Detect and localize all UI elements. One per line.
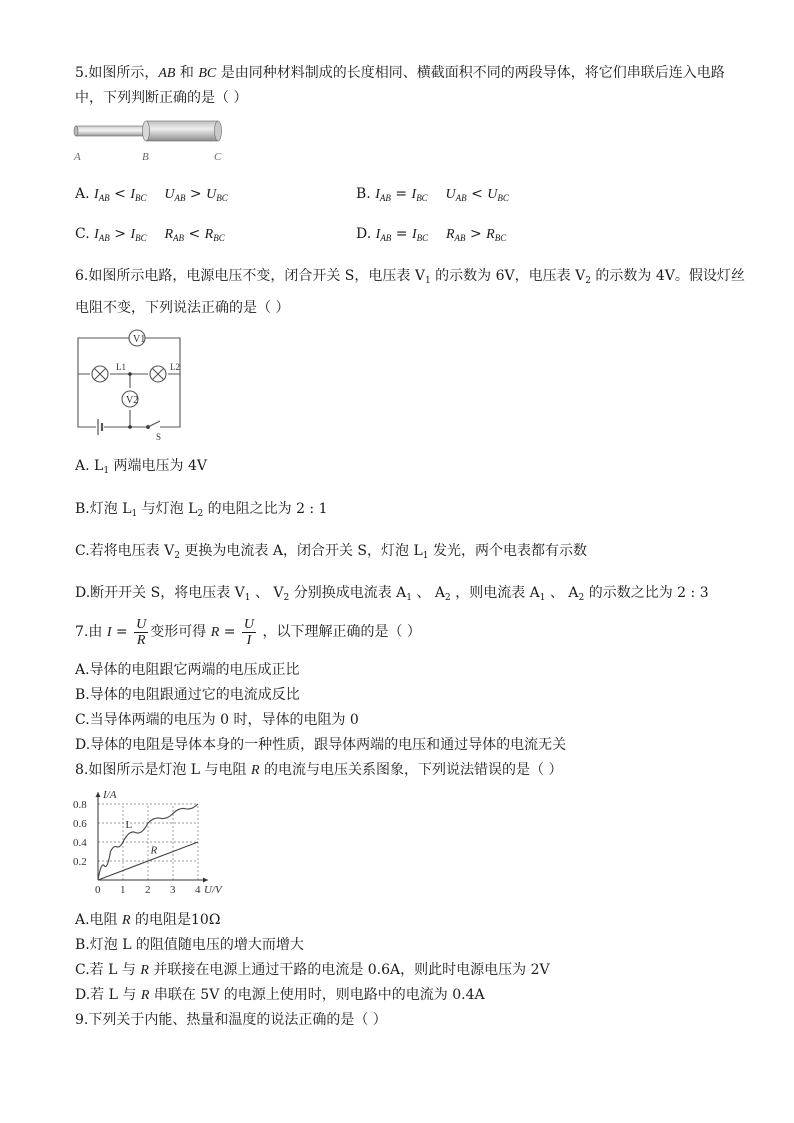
- y-tick-label: 0.2: [73, 856, 87, 868]
- q6-option-b[interactable]: B.灯泡 $L_1$ 与灯泡 $L_2$ 的电阻之比为 2 : 1: [75, 501, 328, 519]
- x-tick-label: 1: [120, 884, 126, 896]
- q7-option-a[interactable]: A.导体的电阻跟它两端的电压成正比: [75, 662, 300, 678]
- series-label-r: R: [150, 844, 158, 857]
- conductor-bc: [146, 121, 218, 141]
- q5-stem-line2: 中，下列判断正确的是（ ）: [75, 90, 248, 106]
- x-tick-label: 0: [95, 884, 101, 896]
- q5-option-c[interactable]: C. $I_{AB} > I_{BC}$ $R_{AB} < R_{BC}$: [75, 226, 225, 243]
- switch-s: [146, 421, 160, 429]
- q5-conductor-figure: [72, 116, 232, 166]
- q5-stem-line1: 5.如图所示，AB 和 BC 是由同种材料制成的长度相同、横截面积不同的两段导体，将它们串联后连入电路: [75, 65, 725, 81]
- q6-option-a[interactable]: A. $L_1$ 两端电压为 4V: [75, 458, 207, 476]
- q5-option-b[interactable]: B. $I_{AB} = I_{BC}$ $U_{AB} < U_{BC}$: [356, 186, 509, 203]
- lamp-l1: [92, 366, 108, 382]
- y-tick-label: 0.4: [73, 837, 87, 849]
- lamp-l2: [150, 366, 166, 382]
- svg-text:L1: L1: [116, 362, 126, 372]
- label-a: A: [74, 151, 81, 163]
- voltmeter-v2: [122, 391, 138, 407]
- q5-option-d[interactable]: D. $I_{AB} = I_{BC}$ $R_{AB} > R_{BC}$: [356, 226, 507, 243]
- svg-text:V1: V1: [133, 334, 146, 345]
- x-tick-label: 3: [170, 884, 176, 896]
- q8-option-d[interactable]: D.若 L 与 R 串联在 5V 的电源上使用时，则电路中的电流为 0.4A: [75, 987, 485, 1003]
- q8-stem: 8.如图所示是灯泡 L 与电阻 R 的电流与电压关系图象，下列说法错误的是（ ）: [75, 762, 563, 778]
- q8-option-c[interactable]: C.若 L 与 R 并联接在电源上通过干路的电流是 0.6A，则此时电源电压为 2V: [75, 962, 550, 978]
- q9-stem: 9.下列关于内能、热量和温度的说法正确的是（ ）: [75, 1012, 387, 1028]
- q8-option-a[interactable]: A.电阻 R 的电阻是10Ω: [75, 912, 221, 928]
- svg-text:L2: L2: [170, 362, 180, 372]
- q5-option-a[interactable]: A. $I_{AB} < I_{BC}$ $U_{AB} > U_{BC}$: [75, 186, 228, 203]
- x-axis-label: U/V: [204, 884, 222, 896]
- q6-circuit-figure: [72, 326, 187, 444]
- x-tick-label: 4: [195, 884, 201, 896]
- x-axis-arrow: [203, 878, 208, 883]
- q7-stem: 7.由 I = $\frac{U}{R}$ 变形可得 R = $\frac{U}{I}$ ，以下理解正确的是（ ）: [75, 616, 421, 648]
- y-tick-label: 0.6: [73, 818, 87, 830]
- y-tick-label: 0.8: [73, 799, 87, 811]
- q6-option-c[interactable]: C.若将电压表 $V_2$ 更换为电流表 A，闭合开关 S，灯泡 $L_1$ 发光，两个电表都有示数: [75, 543, 587, 561]
- label-b: B: [142, 151, 149, 163]
- y-axis-label: I/A: [103, 789, 117, 801]
- label-c: C: [214, 151, 222, 163]
- svg-text:S: S: [156, 432, 162, 442]
- battery: [98, 419, 102, 435]
- voltmeter-v1: [129, 330, 145, 346]
- y-axis-arrow: [96, 792, 101, 797]
- q6-option-d[interactable]: D.断开开关 S，将电压表 $V_1$ 、 $V_2$ 分别换成电流表 $A_1$ 、 $A_2$ ，则电流表 $A_1$ 、 $A_2$ 的示数之比为 2 : 3: [75, 585, 709, 603]
- q8-iv-chart: [70, 785, 222, 900]
- svg-text:V2: V2: [126, 395, 139, 406]
- q7-option-b[interactable]: B.导体的电阻跟通过它的电流成反比: [75, 687, 300, 703]
- q6-stem-line1: 6.如图所示电路，电源电压不变，闭合开关 S，电压表 $V_1$ 的示数为 6V，电压表 $V_2$ 的示数为 4V。假设灯丝: [75, 268, 745, 286]
- series-label-l: L: [125, 818, 133, 831]
- q8-option-b[interactable]: B.灯泡 L 的阻值随电压的增大而增大: [75, 937, 304, 953]
- x-tick-label: 2: [145, 884, 151, 896]
- q7-option-c[interactable]: C.当导体两端的电压为 0 时，导体的电阻为 0: [75, 712, 359, 728]
- q7-option-d[interactable]: D.导体的电阻是导体本身的一种性质，跟导体两端的电压和通过导体的电流无关: [75, 737, 567, 753]
- q6-stem-line2: 电阻不变，下列说法正确的是（ ）: [75, 300, 290, 316]
- conductor-ab: [76, 126, 148, 136]
